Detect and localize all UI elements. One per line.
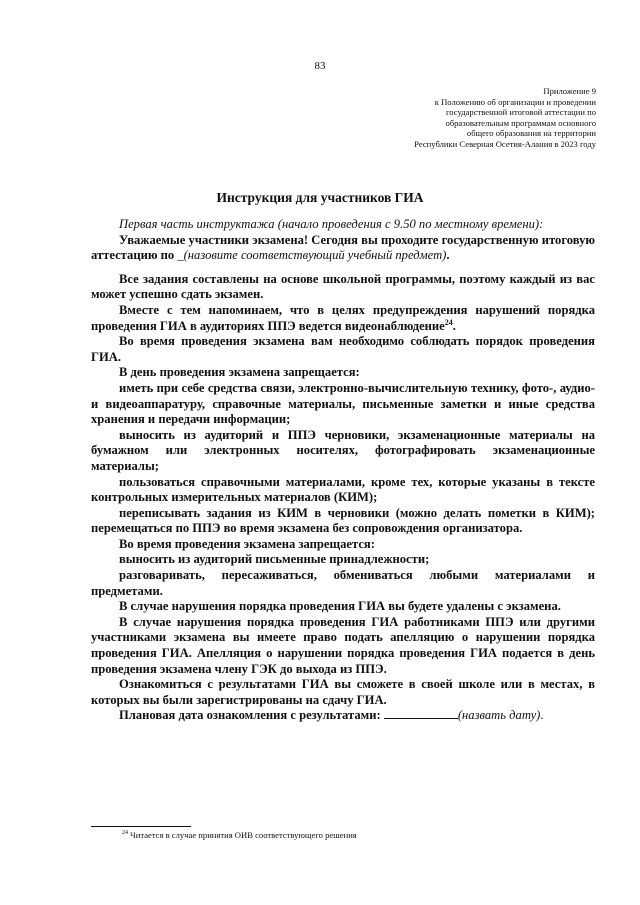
paragraph-13: В случае нарушения порядка проведения ГИА работниками ППЭ или другими участниками экзамена вы имеете право подать апелляцию о нарушении порядка проведения ГИА. Апелляция о нарушении порядка проведения ГИА подается в день проведения экзамена члену ГЭК до выхода из ППЭ.	[91, 614, 595, 676]
appendix-line: общего образования на территории	[466, 128, 596, 139]
footnote-divider	[91, 826, 191, 827]
paragraph-4: В день проведения экзамена запрещается:	[119, 365, 360, 380]
subject-hint: (назовите соответствующий учебный предмет)	[183, 248, 447, 263]
appendix-line: к Положению об организации и проведении	[434, 96, 596, 107]
footnote-ref: 24	[444, 317, 453, 327]
paragraph-7: пользоваться справочными материалами, кроме тех, которые указаны в тексте контрольных измерительных материалов (КИМ);	[91, 474, 595, 505]
footnote	[122, 830, 357, 840]
paragraph-5: иметь при себе средства связи, электронно-вычислительную технику, фото-, аудио- и видеоаппаратуру, справочные материалы, письменные заметки и иные средства хранения и передачи информации;	[91, 380, 595, 427]
paragraph-6: выносить из аудиторий и ППЭ черновики, экзаменационные материалы на бумажном или электронных носителях, фотографировать экзаменационные материалы;	[91, 427, 595, 473]
instruction-body	[91, 217, 595, 724]
paragraph-3: Во время проведения экзамена вам необходимо соблюдать порядок проведения ГИА.	[91, 334, 595, 364]
subject-blank: _	[177, 248, 184, 263]
greeting-end: .	[446, 248, 450, 263]
paragraph-9: Во время проведения экзамена запрещается:	[119, 536, 375, 551]
results-date-label: Плановая дата ознакомления с результатами:	[119, 708, 384, 723]
greeting-text: Уважаемые участники экзамена! Сегодня вы проходите государственную итоговую аттестацию по	[91, 232, 595, 263]
paragraph-2-end: .	[452, 318, 456, 333]
paragraph-11: разговаривать, пересаживаться, обмениваться любыми материалами и предметами.	[91, 568, 595, 598]
greeting-paragraph	[91, 233, 595, 264]
results-date-end: .	[540, 708, 544, 723]
appendix-line: Республики Северная Осетия-Алания в 2023 году	[414, 138, 596, 149]
appendix-header	[414, 86, 596, 150]
footnote-text: Читается в случае принятия ОИВ соответствующего решения	[128, 830, 357, 840]
appendix-line: государственной итоговой аттестации по	[445, 107, 596, 118]
paragraph-2	[91, 303, 595, 334]
appendix-line: образовательным программам основного	[445, 117, 596, 128]
paragraph-1: Все задания составлены на основе школьной программы, поэтому каждый из вас может успешно сдать экзамен.	[91, 271, 595, 302]
footnote-number: 24	[122, 830, 128, 837]
paragraph-10: выносить из аудиторий письменные принадлежности;	[119, 552, 430, 567]
paragraph-8: переписывать задания из КИМ в черновики (можно делать пометки в КИМ); перемещаться по ППЭ во время экзамена без сопровождения организатора.	[91, 505, 595, 536]
paragraph-12: В случае нарушения порядка проведения ГИА вы будете удалены с экзамена.	[119, 599, 561, 614]
paragraph-2-text: Вместе с тем напоминаем, что в целях предупреждения нарушений порядка проведения ГИА в аудиториях ППЭ ведется видеонаблюдение	[91, 302, 595, 333]
appendix-line: Приложение 9	[543, 86, 596, 96]
document-title: Инструкция для участников ГИА	[216, 190, 424, 205]
intro-line: Первая часть инструктажа (начало проведения с 9.50 по местному времени):	[119, 217, 544, 231]
paragraph-14: Ознакомиться с результатами ГИА вы сможете в своей школе или в местах, в которых вы были зарегистрированы на сдачу ГИА.	[91, 677, 595, 707]
results-date-hint: (назвать дату)	[457, 708, 541, 723]
results-date-blank	[384, 708, 458, 719]
page-number: 83	[314, 60, 326, 72]
paragraph-15	[91, 708, 595, 724]
